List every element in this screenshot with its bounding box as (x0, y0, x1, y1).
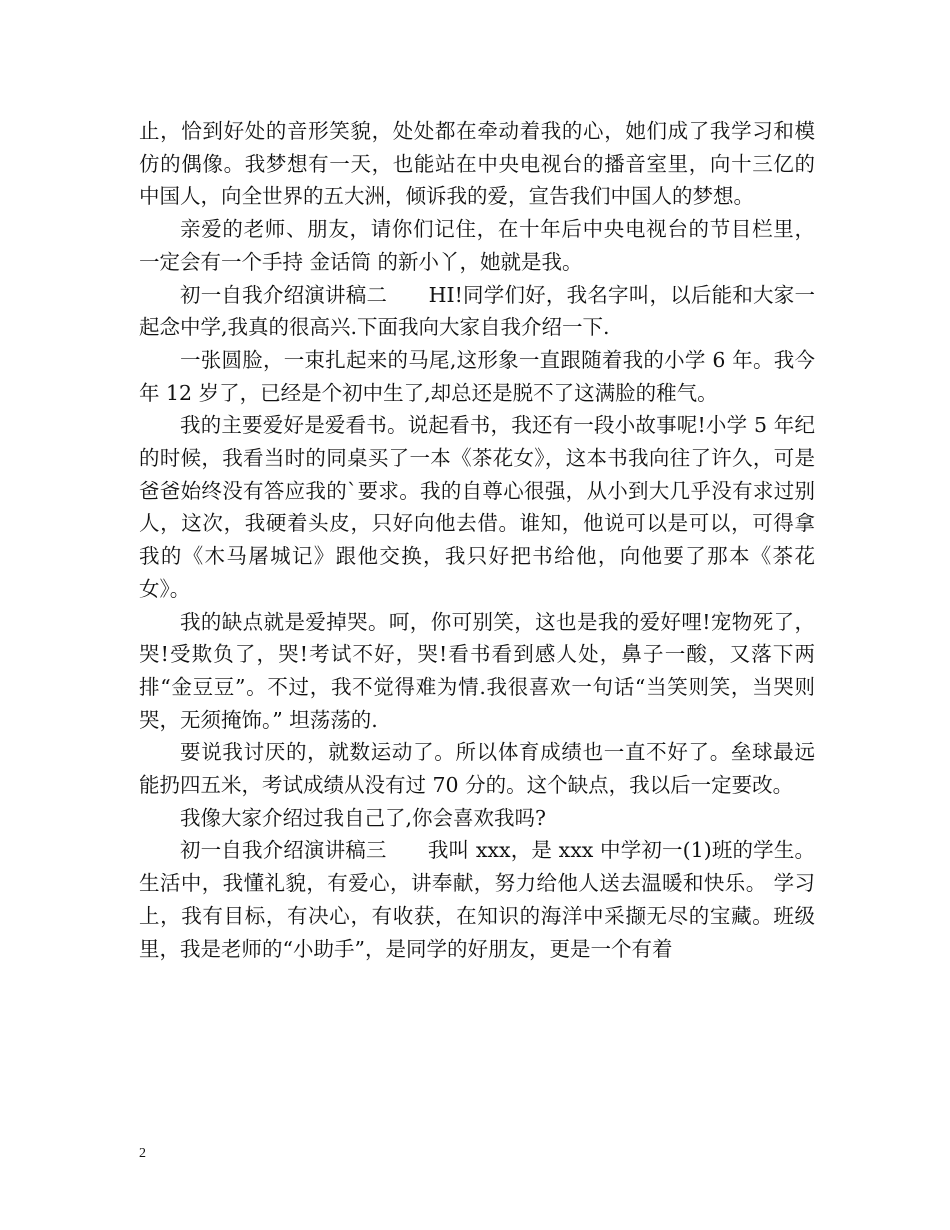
paragraph-7: 要说我讨厌的，就数运动了。所以体育成绩也一直不好了。垒球最远能扔四五米，考试成绩从没有过 70 分的。这个缺点，我以后一定要改。 (139, 740, 815, 798)
paragraph-4: 一张圆脸，一束扎起来的马尾,这形象一直跟随着我的小学 6 年。我今年 12 岁了，已经是个初中生了,却总还是脱不了这满脸的稚气。 (139, 347, 815, 405)
paragraph-1: 止，恰到好处的音形笑貌，处处都在牵动着我的心，她们成了我学习和模仿的偶像。我梦想有一天，也能站在中央电视台的播音室里，向十三亿的中国人，向全世界的五大洲，倾诉我的爱，宣告我们中国人的梦想。 (139, 119, 815, 209)
paragraph-5: 我的主要爱好是爱看书。说起看书，我还有一段小故事呢!小学 5 年纪的时候，我看当时的同桌买了一本《茶花女》，这本书我向往了许久，可是爸爸始终没有答应我的`要求。我的自尊心很强，从小到大几乎没有求过别人，这次，我硬着头皮，只好向他去借。谁知，他说可以是可以，可得拿我的《木马屠城记》跟他交换，我只好把书给他，向他要了那本《茶花女》。 (139, 413, 815, 601)
paragraph-8: 我像大家介绍过我自己了,你会喜欢我吗? (180, 805, 547, 830)
paragraph-9: 初一自我介绍演讲稿三 我叫 xxx，是 xxx 中学初一(1)班的学生。生活中，我懂礼貌，有爱心，讲奉献，努力给他人送去温暖和快乐。 学习上，我有目标，有决心，有收获，在知识的海洋中采撷无尽的宝藏。班级里，我是老师的“小助手”，是同学的好朋友，更是一个有着 (139, 838, 815, 961)
page-number: 2 (139, 1146, 146, 1161)
paragraph-2: 亲爱的老师、朋友，请你们记住，在十年后中央电视台的节目栏里，一定会有一个手持 金话筒 的新小丫，她就是我。 (139, 217, 815, 274)
paragraph-6: 我的缺点就是爱掉哭。呵，你可别笑，这也是我的爱好哩!宠物死了，哭!受欺负了，哭!考试不好，哭!看书看到感人处，鼻子一酸，又落下两排“金豆豆”。不过，我不觉得难为情.我很喜欢一句话“当笑则笑，当哭则哭，无须掩饰。” 坦荡荡的. (139, 609, 815, 732)
paragraph-3: 初一自我介绍演讲稿二 HI!同学们好，我名字叫，以后能和大家一起念中学,我真的很高兴.下面我向大家自我介绍一下. (139, 282, 815, 340)
document-body (139, 115, 815, 965)
